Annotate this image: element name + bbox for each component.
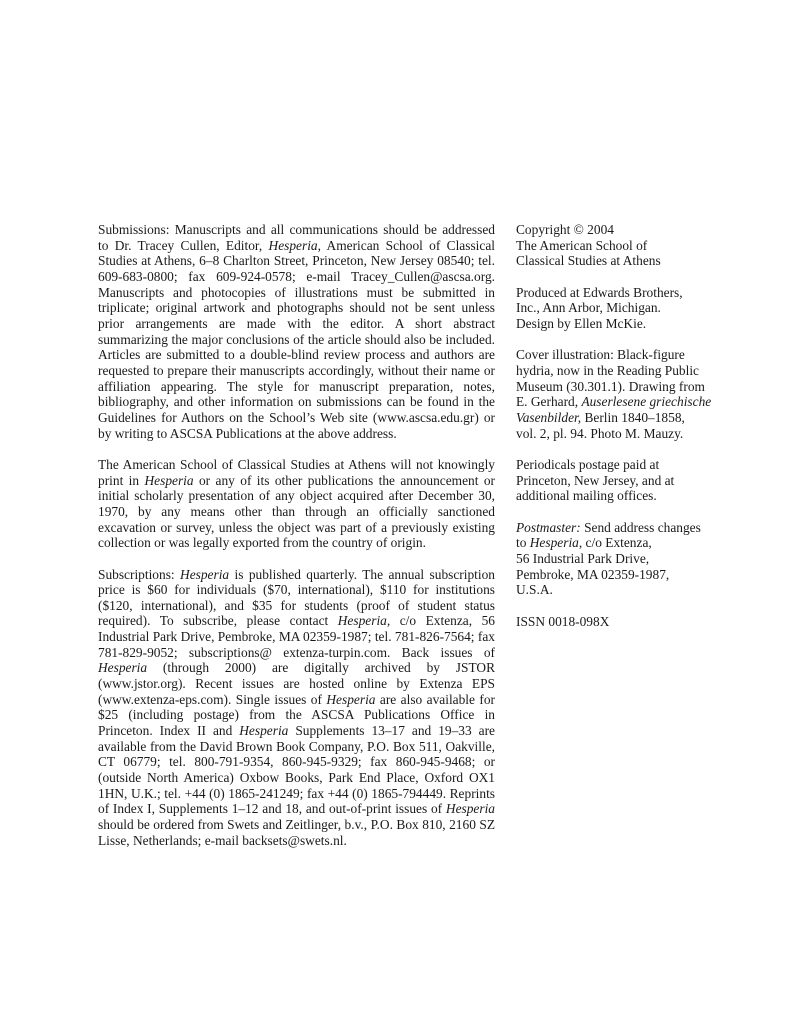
subscriptions-paragraph: Subscriptions: Hesperia is published quarterly. The annual subscription price is $60 for individuals ($70, international), $110 for institutions ($120, international), and $35 for students (proof of student status required). To subscribe, please contact Hesperia, c/o Extenza, 56 Industrial Park Drive, Pembroke, MA 02359-1987; tel. 781-826-7564; fax 781-829-9052; subscriptions@ extenza-turpin.com. Back issues of Hesperia (through 2000) are digitally archived by JSTOR (www.jstor.org). Recent issues are hosted online by Extenza EPS (www.extenza-eps.com). Single issues of Hesperia are also available for $25 (including postage) from the ASCSA Publications Office in Princeton. Index II and Hesperia Supplements 13–17 and 19–33 are available from the David Brown Book Company, P.O. Box 511, Oakville, CT 06779; tel. 800-791-9354, 860-945-9329; fax 860-945-9468; or (outside North America) Oxbow Books, Park End Place, Oxford OX1 1HN, U.K.; tel. +44 (0) 1865-241249; fax +44 (0) 1865-794449. Reprints of Index I, Supplements 1–12 and 18, and out-of-print issues of Hesperia should be ordered from Swets and Zeitlinger, b.v., P.O. Box 810, 2160 SZ Lisse, Netherlands; e-mail backsets@swets.nl. bbox=[98, 566, 495, 848]
postage-block: Periodicals postage paid at Princeton, New Jersey, and at additional mailing offices. bbox=[516, 456, 675, 504]
side-column bbox=[516, 222, 712, 645]
acquisition-policy-paragraph: The American School of Classical Studies at Athens will not knowingly print in Hesperia or any of its other publications the announcement or initial scholarly presentation of any object acquired after December 30, 1970, by any means other than through an officially sanctioned excavation or survey, unless the object was part of a previously existing collection or was legally exported from the country of origin. bbox=[98, 456, 495, 551]
copyright-block: Copyright © 2004 The American School of Classical Studies at Athens bbox=[516, 222, 661, 269]
postmaster-block: Postmaster: Send address changes to Hesperia, c/o Extenza, 56 Industrial Park Drive, Pembroke, MA 02359-1987, U.S.A. bbox=[516, 519, 701, 598]
production-block: Produced at Edwards Brothers, Inc., Ann Arbor, Michigan. Design by Ellen McKie. bbox=[516, 284, 683, 331]
issn: ISSN 0018-098X bbox=[516, 613, 610, 629]
main-column bbox=[98, 222, 495, 864]
submissions-paragraph: Submissions: Manuscripts and all communications should be addressed to Dr. Tracey Cullen, Editor, Hesperia, American School of Classical Studies at Athens, 6–8 Charlton Street, Princeton, New Jersey 08540; tel. 609-683-0800; fax 609-924-0578; e-mail Tracey_Cullen@ascsa.org. Manuscripts and photocopies of illustrations must be submitted in triplicate; original artwork and photographs should not be sent unless prior arrangements are made with the editor. A short abstract summarizing the major conclusions of the article should also be included. Articles are submitted to a double-blind review process and authors are requested to prepare their manuscripts accordingly, without their name or affiliation appearing. The style for manuscript preparation, notes, bibliography, and other information on submissions can be found in the Guidelines for Authors on the School’s Web site (www.ascsa.edu.gr) or by writing to ASCSA Publications at the above address. bbox=[98, 222, 495, 441]
cover-illustration-block: Cover illustration: Black-figure hydria, now in the Reading Public Museum (30.301.1). Drawing from E. Gerhard, Auserlesene griechische Vasenbilder, Berlin 1840–1858, vol. 2, pl. 94. Photo M. Mauzy. bbox=[516, 347, 712, 441]
